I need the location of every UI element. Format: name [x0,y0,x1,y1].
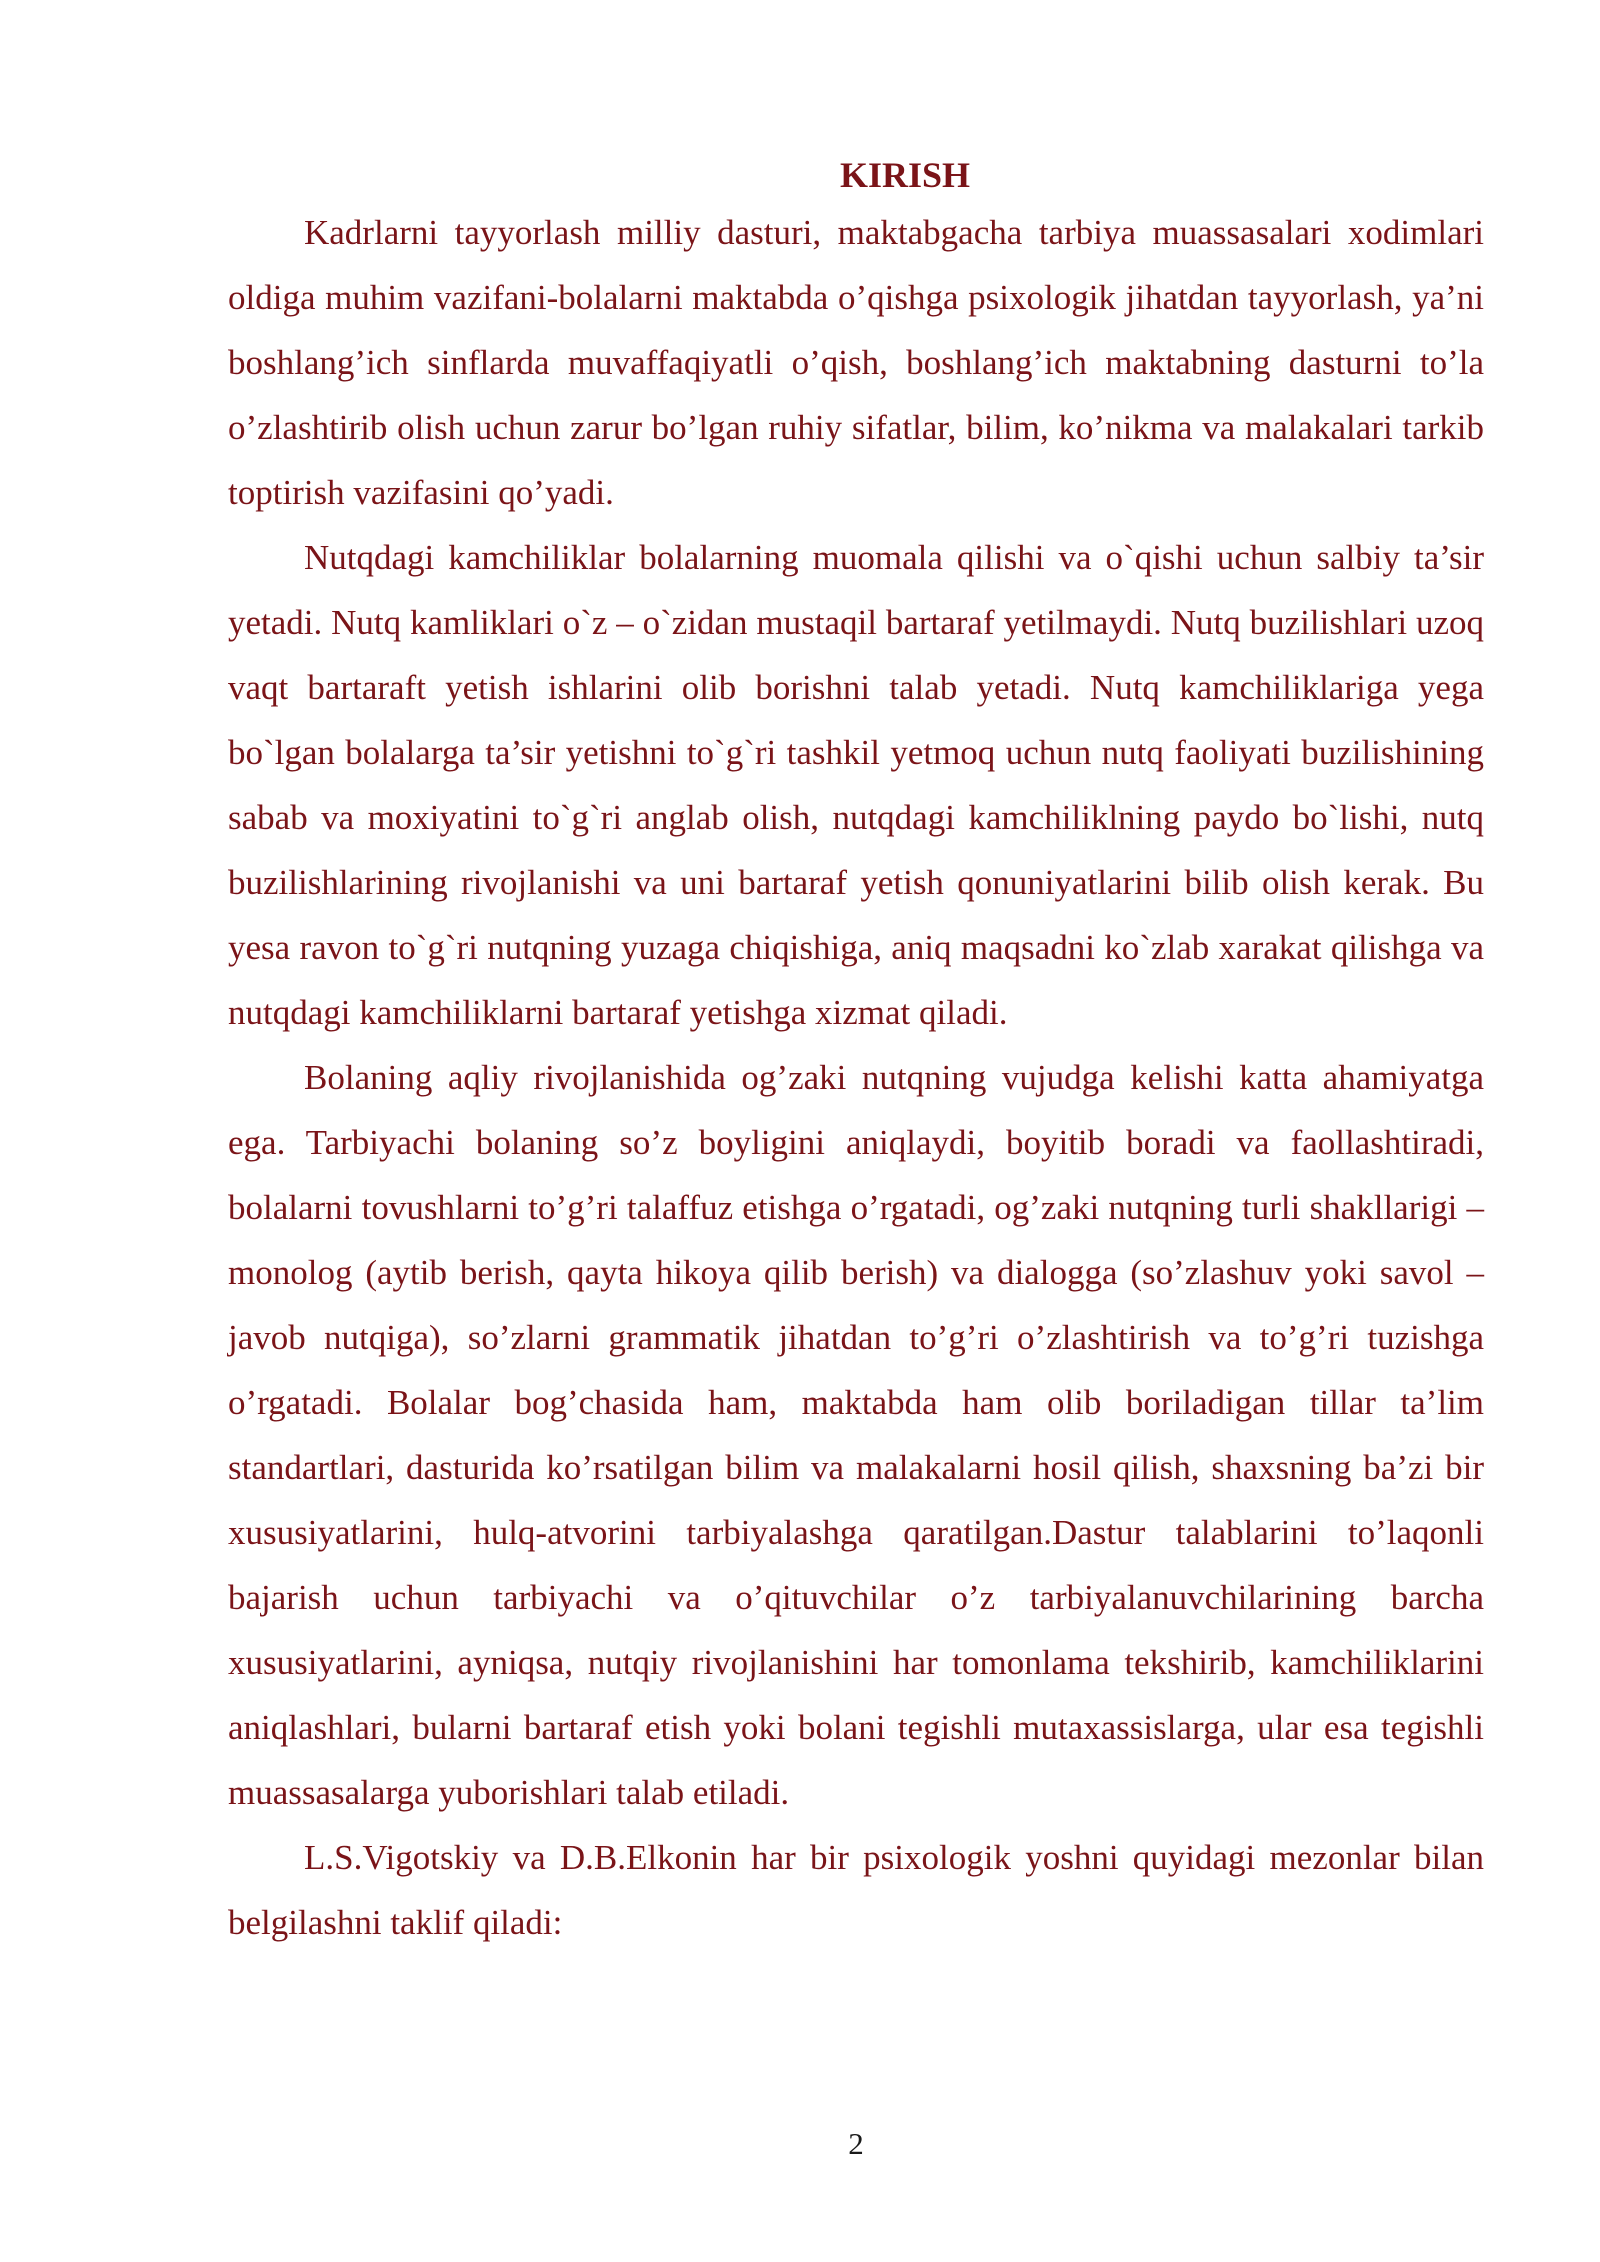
paragraph-2: Nutqdagi kamchiliklar bolalarning muomala qilishi va o`qishi uchun salbiy ta’sir yetadi. Nutq kamliklari o`z – o`zidan mustaqil bartaraf yetilmaydi. Nutq buzilishlari uzoq vaqt bartaraft yetish ishlarini olib borishni talab yetadi. Nutq kamchiliklariga yega bo`lgan bolalarga ta’sir yetishni to`g`ri tashkil yetmoq uchun nutq faoliyati buzilishining sabab va moxiyatini to`g`ri anglab olish, nutqdagi kamchiliklning paydo bo`lishi, nutq buzilishlarining rivojlanishi va uni bartaraf yetish qonuniyatlarini bilib olish kerak. Bu yesa ravon to`g`ri nutqning yuzaga chiqishiga, aniq maqsadni ko`zlab xarakat qilishga va nutqdagi kamchiliklarni bartaraf yetishga xizmat qiladi. [228,538,1484,1032]
paragraph-3: Bolaning aqliy rivojlanishida og’zaki nutqning vujudga kelishi katta ahamiyatga ega. Tarbiyachi bolaning so’z boyligini aniqlaydi, boyitib boradi va faollashtiradi, bolalarni tovushlarni to’g’ri talaffuz etishga o’rgatadi, og’zaki nutqning turli shakllarigi – monolog (aytib berish, qayta hikoya qilib berish) va dialogga (so’zlashuv yoki savol – javob nutqiga), so’zlarni grammatik jihatdan to’g’ri o’zlashtirish va to’g’ri tuzishga o’rgatadi. Bolalar bog’chasida ham, maktabda ham olib boriladigan tillar ta’lim standartlari, dasturida ko’rsatilgan bilim va malakalarni hosil qilish, shaxsning ba’zi bir xususiyatlarini, hulq-atvorini tarbiyalashga qaratilgan.Dastur talablarini to’laqonli bajarish uchun tarbiyachi va o’qituvchilar o’z tarbiyalanuvchilarining barcha xususiyatlarini, ayniqsa, nutqiy rivojlanishini har tomonlama tekshirib, kamchiliklarini aniqlashlari, bularni bartaraf etish yoki bolani tegishli mutaxassislarga, ular esa tegishli muassasalarga yuborishlari talab etiladi. [228,1058,1484,1812]
page-content [228,150,1484,1955]
paragraph-4: L.S.Vigotskiy va D.B.Elkonin har bir psixologik yoshni quyidagi mezonlar bilan belgilashni taklif qiladi: [228,1838,1484,1942]
paragraph-1: Kadrlarni tayyorlash milliy dasturi, maktabgacha tarbiya muassasalari xodimlari oldiga muhim vazifani-bolalarni maktabda o’qishga psixologik jihatdan tayyorlash, ya’ni boshlang’ich sinflarda muvaffaqiyatli o’qish, boshlang’ich maktabning dasturni to’la o’zlashtirib olish uchun zarur bo’lgan ruhiy sifatlar, bilim, ko’nikma va malakalari tarkib toptirish vazifasini qo’yadi. [228,213,1484,512]
page-number: 2 [848,2126,864,2161]
page-title: KIRISH [839,155,971,195]
